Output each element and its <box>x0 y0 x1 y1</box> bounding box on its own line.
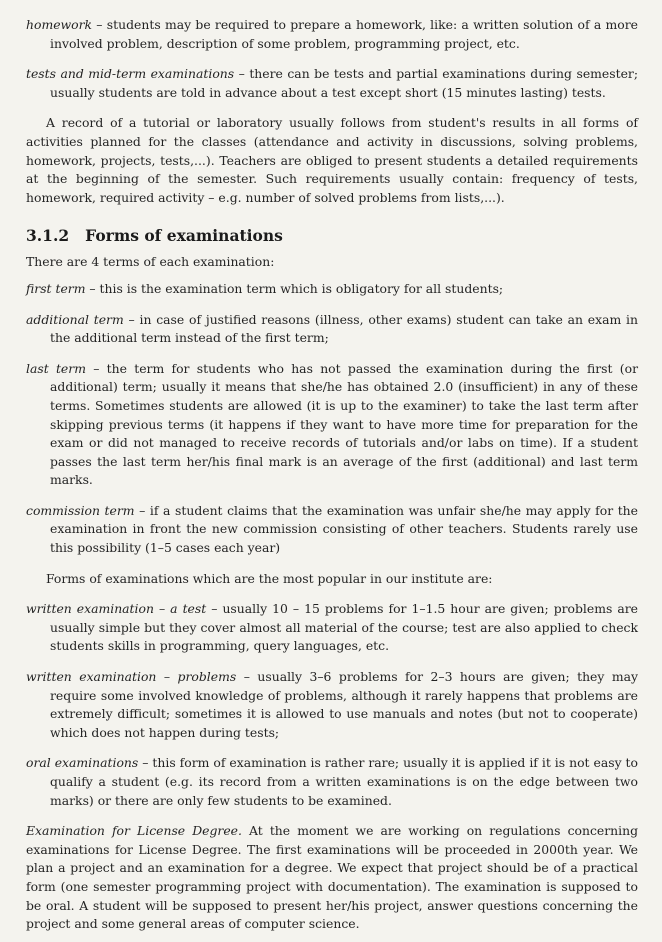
forms-intro: Forms of examinations which are the most popular in our institute are: <box>46 570 493 586</box>
document-page <box>26 16 638 942</box>
form-label: written examination – problems <box>26 669 237 685</box>
license-paragraph <box>26 822 638 934</box>
term-text: – the term for students who has not passed the examination during the first (or additional) term; usually it means that she/he has obtained 2.0 (insufficient) in any of these terms. Sometimes students are allowed (it is up to the examiner) to take the last term after skipping previous terms (it happens if they want to have more time for preparation for the exam or did not managed to receive records of tutorials and/or labs on time). If a student passes the last term her/his final mark is an average of the first (additional) and last term marks. <box>50 360 638 488</box>
form-item-oral <box>26 754 638 810</box>
term-label: additional term <box>26 311 124 327</box>
homework-term: homework <box>26 17 93 32</box>
form-text: – this form of examination is rather rare; usually it is applied if it is not easy to qualify a student (e.g. its record from a written examinations is on the edge between two marks) or there are only few students to be examined. <box>50 755 638 808</box>
form-text: – usually 10 – 15 problems for 1–1.5 hour are given; problems are usually simple but they cover almost all material of the course; test are also applied to check students skills in programming, query languages, etc. <box>50 601 638 654</box>
form-label: oral examinations <box>26 755 139 771</box>
record-paragraph: A record of a tutorial or laboratory usually follows from student's results in all forms of activities planned for the classes (attendance and activity in discussions, solving problems, homework, projects, tests,...). Teachers are obliged to present students a detailed requirements at the beginning of the semester. Such requirements usually contain: frequency of tests, homework, required activity – e.g. number of solved problems from lists,...). <box>26 115 638 205</box>
term-label: last term <box>26 360 86 376</box>
term-text: – this is the examination term which is obligatory for all students; <box>85 280 504 296</box>
license-term: Examination for License Degree. <box>26 823 242 839</box>
term-item-commission <box>26 502 638 558</box>
term-label: first term <box>26 280 86 296</box>
tests-term: tests and mid-term examinations <box>26 66 235 82</box>
section-number: 3.1.2 <box>26 226 70 246</box>
form-item-written-test <box>26 600 638 656</box>
term-label: commission term <box>26 502 135 518</box>
term-item-first <box>26 280 638 299</box>
form-item-written-problems <box>26 668 638 742</box>
tests-text: – there can be tests and partial examinations during semester; usually students are told in advance about a test except short (15 minutes lasting) tests. <box>50 66 639 100</box>
terms-intro: There are 4 terms of each examination: <box>26 254 275 270</box>
term-item-last <box>26 360 638 490</box>
homework-text: – students may be required to prepare a homework, like: a written solution of a more involved problem, description of some problem, programming project, etc. <box>50 17 638 51</box>
license-text: At the moment we are working on regulations concerning examinations for License Degree. The first examinations will be proceeded in 2000th year. We plan a project and an examination for a degree. We expect that project should be of a practical form (one semester programming project with documentation). The examination is supposed to be oral. A student will be supposed to present her/his project, answer questions concerning the project and some general areas of computer science. <box>26 823 638 932</box>
form-text: – usually 3–6 problems for 2–3 hours are given; they may require some involved knowledge of problems, although it rarely happens that problems are extremely difficult; sometimes it is allowed to use manuals and notes (but not to cooperate) which does not happen during tests; <box>50 669 638 740</box>
section-heading <box>26 225 638 247</box>
homework-item <box>26 16 638 53</box>
term-text: – in case of justified reasons (illness, other exams) student can take an exam in the additional term instead of the first term; <box>50 311 638 346</box>
form-label: written examination – a test <box>26 601 207 617</box>
section-title: Forms of examinations <box>85 226 283 246</box>
term-item-additional <box>26 311 638 348</box>
tests-item <box>26 65 638 102</box>
term-text: – if a student claims that the examination was unfair she/he may apply for the examination in front the new commission consisting of other teachers. Students rarely use this possibility (1–5 cases each year) <box>50 502 638 556</box>
